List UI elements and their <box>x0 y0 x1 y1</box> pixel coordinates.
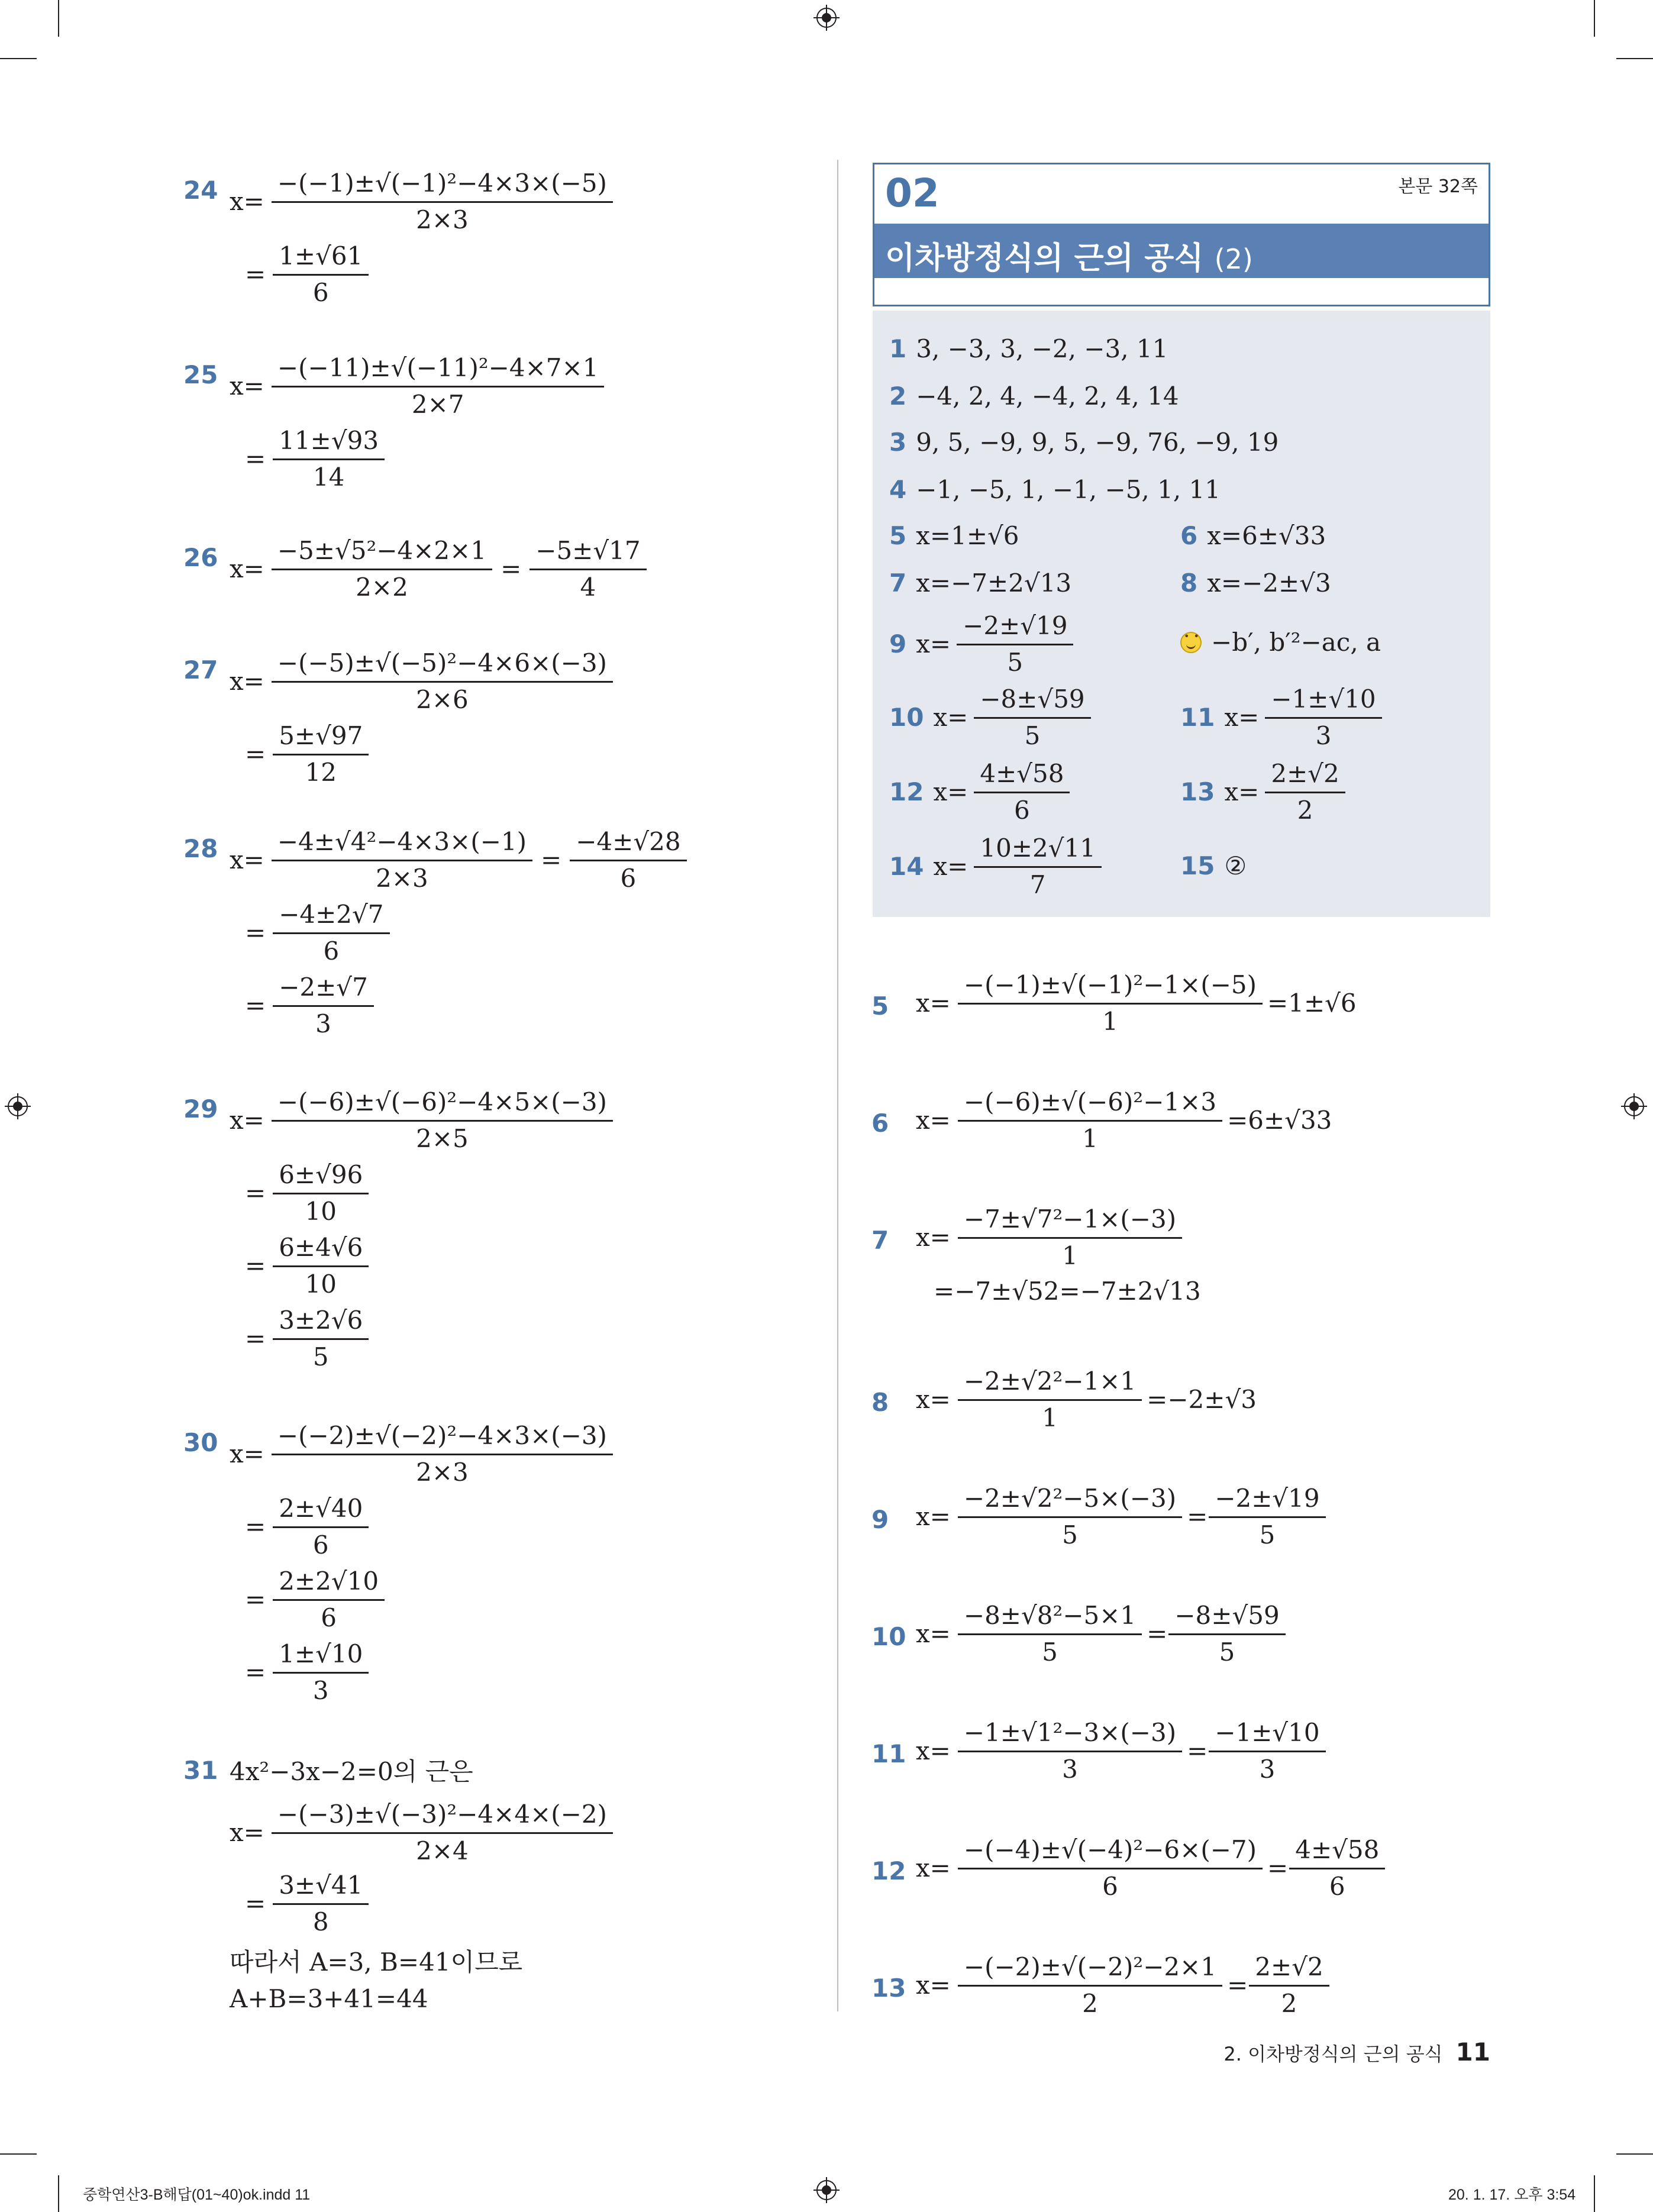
section-title: 이차방정식의 근의 공식 (2) <box>885 241 1253 276</box>
problem-number: 27 <box>183 655 218 684</box>
answer-item: 9 x= $\frac{-2\pm√19}{5}$ <box>889 611 1074 677</box>
crop-mark <box>0 2153 37 2155</box>
answer-number: 12 <box>889 777 924 806</box>
answer-number: 4 <box>889 475 907 504</box>
page-number: 11 <box>1455 2037 1490 2066</box>
equation-line: = $\frac{2\pm 2√10}{6}$ <box>245 1567 386 1632</box>
solution-number: 12 <box>871 1856 906 1885</box>
answer-item: 4 −1, −5, 1, −1, −5, 1, 11 <box>889 475 1221 504</box>
answer-item: 14 x= $\frac{10\pm 2√11}{7}$ <box>889 834 1103 899</box>
answer-number: 3 <box>889 428 907 457</box>
answer-number: 15 <box>1180 851 1215 880</box>
equation-line: x= $\frac{\text{−1±√1²−3×(−3)}}{3}$ = $\frac{-1\pm√10}{3}$ <box>916 1718 1327 1784</box>
equation-line: = $\frac{1\pm√61}{6}$ <box>245 241 370 307</box>
answer-number: 9 <box>889 629 907 658</box>
equation-line: = $\frac{2\pm√40}{6}$ <box>245 1494 370 1559</box>
equation-line: x= $\frac{\text{−(−6)±√(−6)²−4×5×(−3)}}{2\times 5}$ <box>230 1087 614 1153</box>
answer-number: 5 <box>889 521 907 550</box>
answer-item: 11 x= $\frac{-1\pm√10}{3}$ <box>1180 684 1383 750</box>
answer-number: 13 <box>1180 777 1215 806</box>
equation-line: x= $\frac{\text{−7±√7²−1×(−3)}}{1}$ <box>916 1205 1183 1270</box>
solution-number: 11 <box>871 1739 906 1768</box>
crop-mark <box>1616 2153 1653 2155</box>
crop-mark <box>58 0 59 37</box>
answer-item: 8 x=−2±√3 <box>1180 569 1331 598</box>
solution-number: 13 <box>871 1974 906 2003</box>
answer-item: 13 x= $\frac{2\pm√2}{2}$ <box>1180 759 1347 825</box>
equation-line: = $\frac{3\pm√41}{8}$ <box>245 1871 370 1936</box>
registration-mark-icon <box>813 2177 840 2203</box>
problem-number: 25 <box>183 360 218 389</box>
problem-number: 26 <box>183 543 218 572</box>
solution-number: 8 <box>871 1388 889 1417</box>
equation-line: = $\frac{-2\pm√7}{3}$ <box>245 973 375 1038</box>
solution-number: 6 <box>871 1109 889 1138</box>
equation-line: x= $\frac{\text{−(−2)±√(−2)²−4×3×(−3)}}{2\times 3}$ <box>230 1421 614 1487</box>
equation-line: x= $\frac{\text{−2±√2²−5×(−3)}}{5}$ = $\frac{-2\pm√19}{5}$ <box>916 1484 1327 1549</box>
solution-number: 10 <box>871 1622 906 1651</box>
solution-number: 9 <box>871 1505 889 1534</box>
equation-line: = $\frac{6\pm√96}{10}$ <box>245 1160 370 1226</box>
column-divider <box>837 160 838 2011</box>
problem-number: 31 <box>183 1756 218 1785</box>
equation-line: x= $\frac{\text{−(−4)±√(−4)²−6×(−7)}}{6}$ = $\frac{4\pm√58}{6}$ <box>916 1835 1386 1901</box>
problem-31-intro: 4x²−3x−2=0의 근은 <box>230 1757 473 1786</box>
problem-number: 29 <box>183 1094 218 1123</box>
equation-line: = $\frac{6\pm 4√6}{10}$ <box>245 1233 370 1299</box>
registration-mark-icon <box>813 5 840 31</box>
equation-line: x= $\frac{\text{−4±√4²−4×3×(−1)}}{2\times 3}$ = $\frac{-4\pm√28}{6}$ <box>230 827 688 893</box>
answer-number: 10 <box>889 703 924 732</box>
footer-title: 2. 이차방정식의 근의 공식 <box>1223 2043 1443 2065</box>
equation-line: = $\frac{1\pm√10}{3}$ <box>245 1639 370 1705</box>
registration-mark-icon <box>1621 1093 1647 1119</box>
answer-number: 8 <box>1180 569 1198 598</box>
equation-line: x= $\frac{\text{−(−1)±√(−1)²−4×3×(−5)}}{2\times 3}$ <box>230 169 614 234</box>
answer-number: 2 <box>889 382 907 411</box>
answer-item: 6 x=6±√33 <box>1180 521 1326 550</box>
answer-number: 7 <box>889 569 907 598</box>
crop-mark <box>58 2175 59 2212</box>
answer-item: 2 −4, 2, 4, −4, 2, 4, 14 <box>889 382 1179 411</box>
answer-number: 14 <box>889 852 924 881</box>
equation-line: = $\frac{11\pm√93}{14}$ <box>245 426 386 492</box>
conclusion-line: A+B=3+41=44 <box>230 1984 428 2013</box>
problem-number: 24 <box>183 176 218 205</box>
equation-line: x= $\frac{\text{−5±√5²−4×2×1}}{2\times 2}$ = $\frac{-5\pm√17}{4}$ <box>230 536 648 602</box>
equation-line: x= $\frac{\text{−(−1)±√(−1)²−1×(−5)}}{1}$ =1±√6 <box>916 970 1357 1036</box>
answer-item: 12 x= $\frac{4\pm√58}{6}$ <box>889 759 1071 825</box>
crop-mark <box>1594 0 1595 37</box>
equation-line: x= $\frac{\text{−(−5)±√(−5)²−4×6×(−3)}}{2\times 6}$ <box>230 648 614 714</box>
answer-item: 1 3, −3, 3, −2, −3, 11 <box>889 334 1168 363</box>
page-footer <box>1223 2037 1490 2066</box>
equation-line: x= $\frac{\text{−(−6)±√(−6)²−1×3}}{1}$ =6±√33 <box>916 1087 1332 1153</box>
answer-number: 1 <box>889 334 907 363</box>
crop-mark <box>1594 2175 1595 2212</box>
equation-line: = $\frac{-4\pm 2√7}{6}$ <box>245 900 391 965</box>
crop-mark <box>1616 58 1653 59</box>
answer-item: 3 9, 5, −9, 9, 5, −9, 76, −9, 19 <box>889 428 1279 457</box>
answer-number: 6 <box>1180 521 1198 550</box>
problem-number: 30 <box>183 1428 218 1457</box>
solution-number: 5 <box>871 992 889 1021</box>
problem-number: 28 <box>183 834 218 863</box>
answer-number: 11 <box>1180 703 1215 732</box>
slug-filename: 중학연산3-B해답(01~40)ok.indd 11 <box>83 2187 311 2203</box>
section-header <box>873 163 1490 306</box>
page-reference: 본문 32쪽 <box>1398 176 1478 197</box>
crop-mark <box>0 58 37 59</box>
equation-line: = $\frac{3\pm 2√6}{5}$ <box>245 1306 370 1371</box>
registration-mark-icon <box>5 1093 31 1119</box>
title-band <box>874 224 1489 278</box>
solution-number: 7 <box>871 1226 889 1255</box>
equation-line: x= $\frac{\text{−(−11)±√(−11)²−4×7×1}}{2\times 7}$ <box>230 353 605 419</box>
equation-line: x= $\frac{\text{−8±√8²−5×1}}{5}$ = $\frac{-8\pm√59}{5}$ <box>916 1601 1287 1667</box>
answer-box <box>873 311 1490 917</box>
answer-item: 7 x=−7±2√13 <box>889 569 1072 598</box>
slug-date: 20. 1. 17. 오후 3:54 <box>1448 2187 1576 2203</box>
answer-item: 10 x= $\frac{-8\pm√59}{5}$ <box>889 684 1092 750</box>
answer-item: • • −b′, b′²−ac, a <box>1180 628 1381 657</box>
equation-line: x= $\frac{\text{−(−2)±√(−2)²−2×1}}{2}$ = $\frac{2\pm√2}{2}$ <box>916 1952 1331 2018</box>
conclusion-line: 따라서 A=3, B=41이므로 <box>230 1948 523 1977</box>
equation-line: x= $\frac{\text{−(−3)±√(−3)²−4×4×(−2)}}{2\times 4}$ <box>230 1800 614 1865</box>
answer-item: 5 x=1±√6 <box>889 521 1019 550</box>
equation-line: =−7±√52=−7±2√13 <box>934 1277 1201 1306</box>
answer-item: 15 ② <box>1180 851 1247 880</box>
section-number: 02 <box>885 170 940 216</box>
equation-line: = $\frac{5\pm√97}{12}$ <box>245 721 370 787</box>
equation-line: x= $\frac{\text{−2±√2²−1×1}}{1}$ =−2±√3 <box>916 1367 1257 1432</box>
smiley-icon <box>1180 632 1202 653</box>
